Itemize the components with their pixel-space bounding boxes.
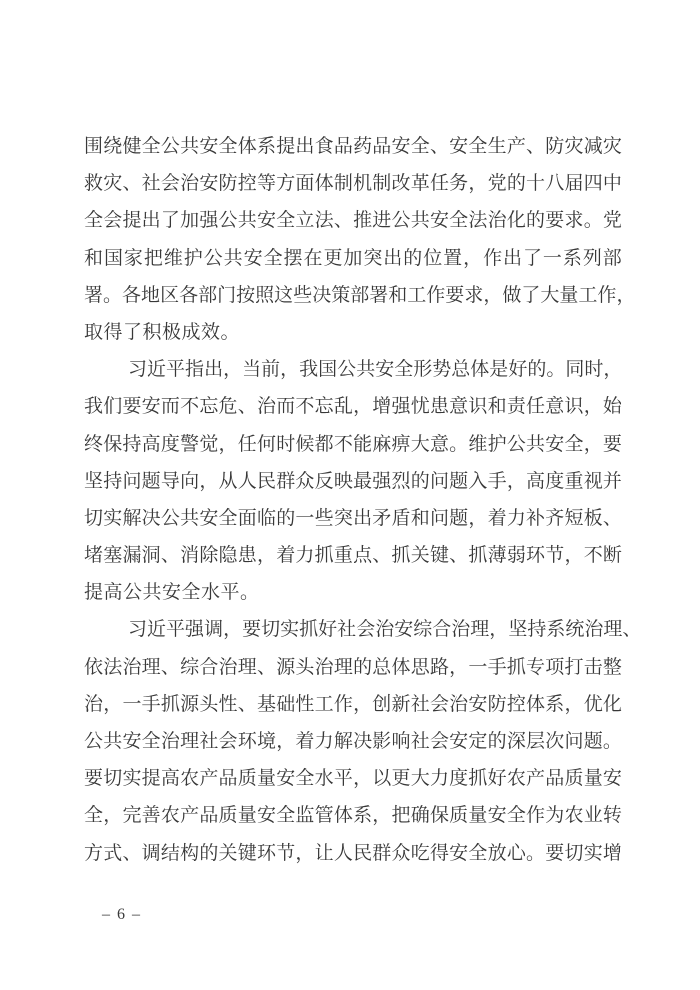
text-line: 终 保 持 高 度 警 觉 ， 任 何 时 候 都 不 能 麻 痹 大 意 。 维 护 公 共 安 全 ， 要 — [84, 433, 622, 455]
document-body — [84, 128, 642, 872]
text-line: 围 绕 健 全 公 共 安 全 体 系 提 出 食 品 药 品 安 全 、 安 全 生 产 、 防 灾 减 灾 — [84, 136, 622, 157]
text-line: 要 切 实 提 高 农 产 品 质 量 安 全 水 平 ， 以 更 大 力 度 抓 好 农 产 品 质 量 安 — [84, 768, 622, 790]
text-line: 全 会 提 出 了 加 强 公 共 安 全 立 法 、 推 进 公 共 安 全 法 治 化 的 要 求 。 党 — [84, 210, 622, 232]
text-line: 和 国 家 把 维 护 公 共 安 全 摆 在 更 加 突 出 的 位 置 ， 作 出 了 一 系 列 部 — [84, 247, 622, 269]
text-line: 堵 塞 漏 洞 、 消 除 隐 患 ， 着 力 抓 重 点 、 抓 关 键 、 抓 薄 弱 环 节 ， 不 断 — [84, 545, 622, 567]
text-line: 治 ， 一 手 抓 源 头 性 、 基 础 性 工 作 ， 创 新 社 会 治 安 防 控 体 系 ， 优 化 — [84, 693, 622, 715]
text-line: 切 实 解 决 公 共 安 全 面 临 的 一 些 突 出 矛 盾 和 问 题 ， 着 力 补 齐 短 板 、 — [84, 507, 622, 529]
page-number: – 6 – — [102, 906, 142, 923]
text-line: 救 灾 、 社 会 治 安 防 控 等 方 面 体 制 机 制 改 革 任 务 ， 党 的 十 八 届 四 中 — [84, 173, 622, 195]
text-line: 全 ， 完 善 农 产 品 质 量 安 全 监 管 体 系 ， 把 确 保 质 量 安 全 作 为 农 业 转 — [84, 805, 622, 827]
paragraph — [84, 611, 642, 871]
text-line: 依 法 治 理 、 综 合 治 理 、 源 头 治 理 的 总 体 思 路 ， 一 手 抓 专 项 打 击 整 — [84, 656, 622, 678]
text-line: 取得了积极成效。 — [84, 321, 241, 343]
text-line: 坚 持 问 题 导 向 ， 从 人 民 群 众 反 映 最 强 烈 的 问 题 入 手 ， 高 度 重 视 并 — [84, 470, 622, 492]
text-line: 我 们 要 安 而 不 忘 危 、 治 而 不 忘 乱 ， 增 强 忧 患 意 识 和 责 任 意 识 ， 始 — [84, 396, 622, 418]
text-line: 方 式 、 调 结 构 的 关 键 环 节 ， 让 人 民 群 众 吃 得 安 全 放 心 。 要 切 实 增 — [84, 842, 622, 864]
text-line: 习 近 平 指 出 ， 当 前 ， 我 国 公 共 安 全 形 势 总 体 是 好 的 。 同 时 ， — [128, 359, 623, 381]
text-line: 公 共 安 全 治 理 社 会 环 境 ， 着 力 解 决 影 响 社 会 安 定 的 深 层 次 问 题 。 — [84, 731, 622, 752]
text-line: 提高公共安全水平。 — [84, 582, 260, 604]
text-line: 习 近 平 强 调 ， 要 切 实 抓 好 社 会 治 安 综 合 治 理 ， 坚 持 系 统 治 理 、 — [128, 619, 642, 641]
paragraph — [84, 128, 636, 351]
paragraph — [84, 351, 622, 611]
text-line: 署 。 各 地 区 各 部 门 按 照 这 些 决 策 部 署 和 工 作 要 求 ， 做 了 大 量 工 作 ， — [84, 284, 636, 306]
